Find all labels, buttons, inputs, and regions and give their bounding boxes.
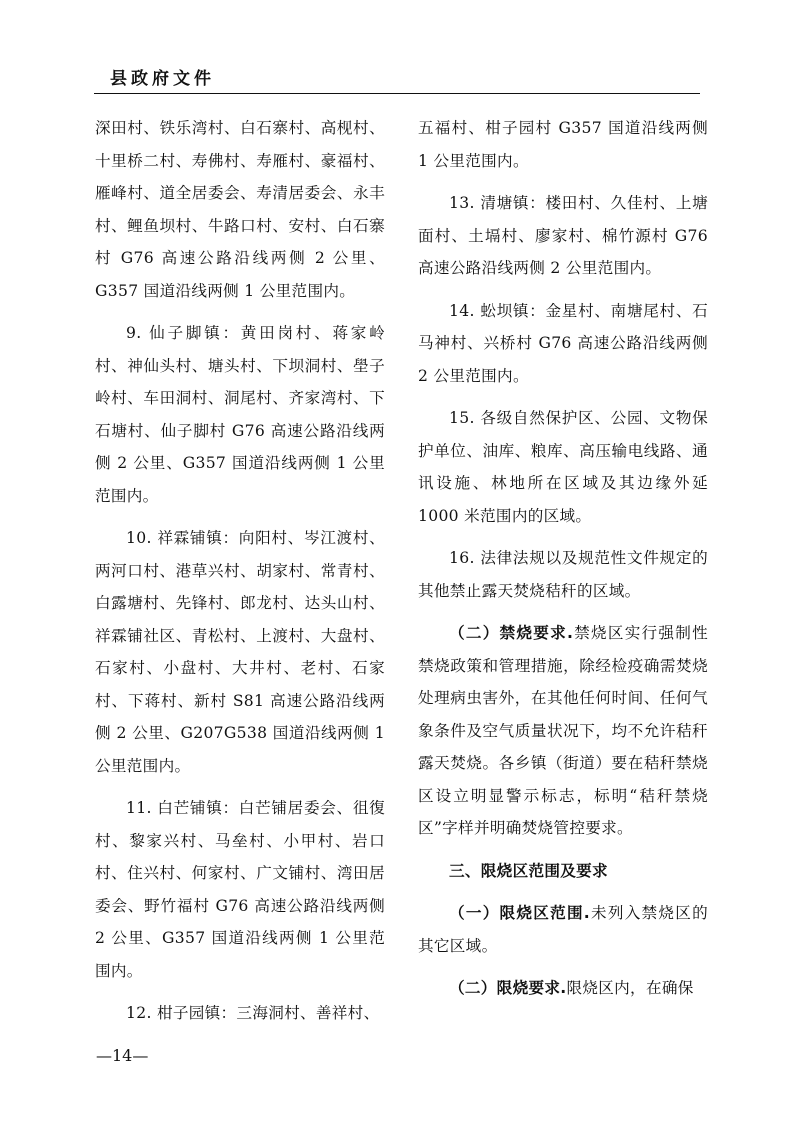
paragraph: 五福村、柑子园村 G357 国道沿线两侧 1 公里范围内。 <box>418 119 708 170</box>
page-number: —14— <box>96 1046 149 1065</box>
bold-lead: （一）限烧区范围. <box>449 904 591 922</box>
header-divider <box>94 93 700 94</box>
paragraph: 9. 仙子脚镇：黄田岗村、蒋家岭村、神仙头村、塘头村、下坝洞村、壆子岭村、车田洞村、洞尾村、齐家湾村、下石塘村、仙子脚村 G76 高速公路沿线两侧 2 公里、G357 国道沿线两侧 1 公里范围内。 <box>95 324 385 505</box>
header-title: 县政府文件 <box>110 69 215 89</box>
left-column <box>95 112 385 1040</box>
bold-lead: （二）禁烧要求. <box>449 624 574 642</box>
paragraph-text: 禁烧区实行强制性禁烧政策和管理措施，除经检疫确需焚烧处理病虫害外，在其他任何时间、任何气象条件及空气质量状况下，均不允许秸秆露天焚烧。各乡镇（街道）要在秸秆禁烧区设立明显警示标志，标明“秸秆禁烧区”字样并明确焚烧管控要求。 <box>418 624 708 837</box>
paragraph <box>418 617 708 845</box>
paragraph: 15. 各级自然保护区、公园、文物保护单位、油库、粮库、高压输电线路、通讯设施、林地所在区域及其边缘外延 1000 米范围内的区域。 <box>418 409 708 525</box>
paragraph-text: 未列入禁烧区的其它区域。 <box>418 904 709 955</box>
paragraph: 13. 清塘镇：楼田村、久佳村、上塘面村、土塥村、廖家村、棉竹源村 G76 高速公路沿线两侧 2 公里范围内。 <box>418 194 708 277</box>
paragraph <box>418 897 708 962</box>
section-heading: 三、限烧区范围及要求 <box>449 861 608 880</box>
bold-lead: （二）限烧要求. <box>449 979 567 997</box>
paragraph: 11. 白芒铺镇：白芒铺居委会、徂復村、黎家兴村、马垒村、小甲村、岩口村、住兴村、何家村、广文铺村、湾田居委会、野竹福村 G76 高速公路沿线两侧 2 公里、G357 国道沿线两侧 1 公里范围内。 <box>95 799 385 980</box>
paragraph <box>418 972 708 1005</box>
right-column <box>418 112 708 1015</box>
paragraph: 10. 祥霖铺镇：向阳村、岑江渡村、两河口村、港草兴村、胡家村、常青村、白露塘村、先锋村、郎龙村、达头山村、祥霖铺社区、青松村、上渡村、大盘村、石家村、小盘村、大井村、老村、石家村、下蒋村、新村 S81 高速公路沿线两侧 2 公里、G207G538 国道沿线两侧 1 公里范围内。 <box>95 529 385 775</box>
paragraph: 16. 法律法规以及规范性文件规定的其他禁止露天焚烧秸秆的区域。 <box>418 549 708 600</box>
paragraph: 14. 蚣坝镇：金星村、南塘尾村、石马神村、兴桥村 G76 高速公路沿线两侧 2 公里范围内。 <box>418 301 708 385</box>
paragraph: 深田村、铁乐湾村、白石寨村、高枧村、十里桥二村、寿佛村、寿雁村、豪福村、雁峰村、道全居委会、寿清居委会、永丰村、鲤鱼坝村、牛路口村、安村、白石寨村 G76 高速公路沿线两侧 2 公里、G357 国道沿线两侧 1 公里范围内。 <box>95 119 385 300</box>
paragraph: 12. 柑子园镇：三海洞村、善祥村、 <box>126 1004 380 1022</box>
paragraph-text: 限烧区内，在确保 <box>566 979 694 997</box>
